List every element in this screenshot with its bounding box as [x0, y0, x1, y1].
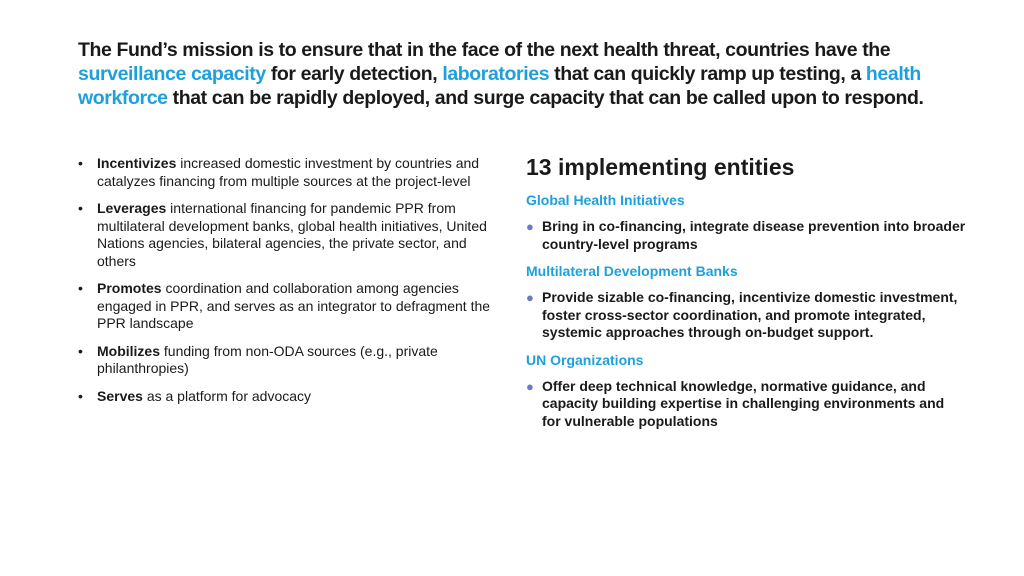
entity-description-text: Offer deep technical knowledge, normative guidance, and capacity building expertise in challenging environments and for vulnerable populations	[542, 377, 945, 429]
entity-category-label: UN Organizations	[526, 351, 644, 368]
headline-text-4: that can be rapidly deployed, and surge capacity that can be called upon to respond.	[167, 87, 924, 109]
bullet-keyword: Promotes	[97, 280, 162, 296]
bullet-dot-icon: •	[78, 342, 83, 359]
headline-text-1: The Fund’s mission is to ensure that in the face of the next health threat, countries have the	[78, 39, 891, 61]
entities-title: 13 implementing entities	[526, 154, 795, 180]
entity-bullet-icon: ●	[526, 378, 534, 394]
bullet-dot-icon: •	[78, 155, 83, 171]
list-item	[78, 388, 508, 406]
headline-text-3: that can quickly ramp up testing, a	[549, 63, 866, 85]
bullet-text: funding from non-ODA sources (e.g., private philanthropies)	[97, 342, 438, 376]
bullet-keyword: Mobilizes	[97, 342, 161, 359]
list-item	[78, 343, 508, 378]
bullet-text: international financing for pandemic PPR from multilateral development banks, global health initiatives, United Nations agencies, bilateral agencies, the private sector, and others	[97, 200, 487, 269]
fund-roles-list	[78, 155, 508, 415]
list-item	[78, 155, 508, 190]
list-item	[78, 200, 508, 270]
headline-accent-workforce: health workforce	[78, 63, 921, 109]
entity-bullet-icon: ●	[526, 219, 534, 234]
headline-accent-surveillance: surveillance capacity	[78, 63, 266, 85]
entity-description-text: Provide sizable co-financing, incentivize domestic investment, foster cross-sector coordination, and promote integrated, systemic approaches through on-budget support.	[542, 289, 958, 340]
entity-category-label: Multilateral Development Banks	[526, 263, 738, 279]
bullet-keyword: Leverages	[97, 200, 167, 216]
entity-description	[526, 289, 966, 342]
bullet-dot-icon: •	[78, 387, 83, 404]
bullet-dot-icon: •	[78, 280, 83, 296]
entity-description-text: Bring in co-financing, integrate disease prevention into broader country-level programs	[542, 218, 966, 252]
list-item	[78, 280, 508, 333]
bullet-text: increased domestic investment by countries and catalyzes financing from multiple sources at the project-level	[97, 155, 480, 189]
entity-bullet-icon: ●	[526, 290, 534, 305]
bullet-keyword: Serves	[97, 387, 143, 404]
headline-text-2: for early detection,	[265, 63, 443, 85]
bullet-dot-icon: •	[78, 200, 83, 216]
bullet-text: coordination and collaboration among agencies engaged in PPR, and serves as an integrator to defragment the PPR landscape	[97, 280, 491, 331]
entity-category-label: Global Health Initiatives	[526, 192, 685, 208]
bullet-text: as a platform for advocacy	[142, 387, 312, 404]
implementing-entities-panel	[526, 152, 966, 439]
mission-headline	[78, 38, 958, 110]
bullet-keyword: Incentivizes	[97, 155, 177, 171]
entity-description	[526, 218, 966, 253]
entity-description	[526, 378, 966, 431]
headline-accent-laboratories: laboratories	[442, 63, 550, 85]
